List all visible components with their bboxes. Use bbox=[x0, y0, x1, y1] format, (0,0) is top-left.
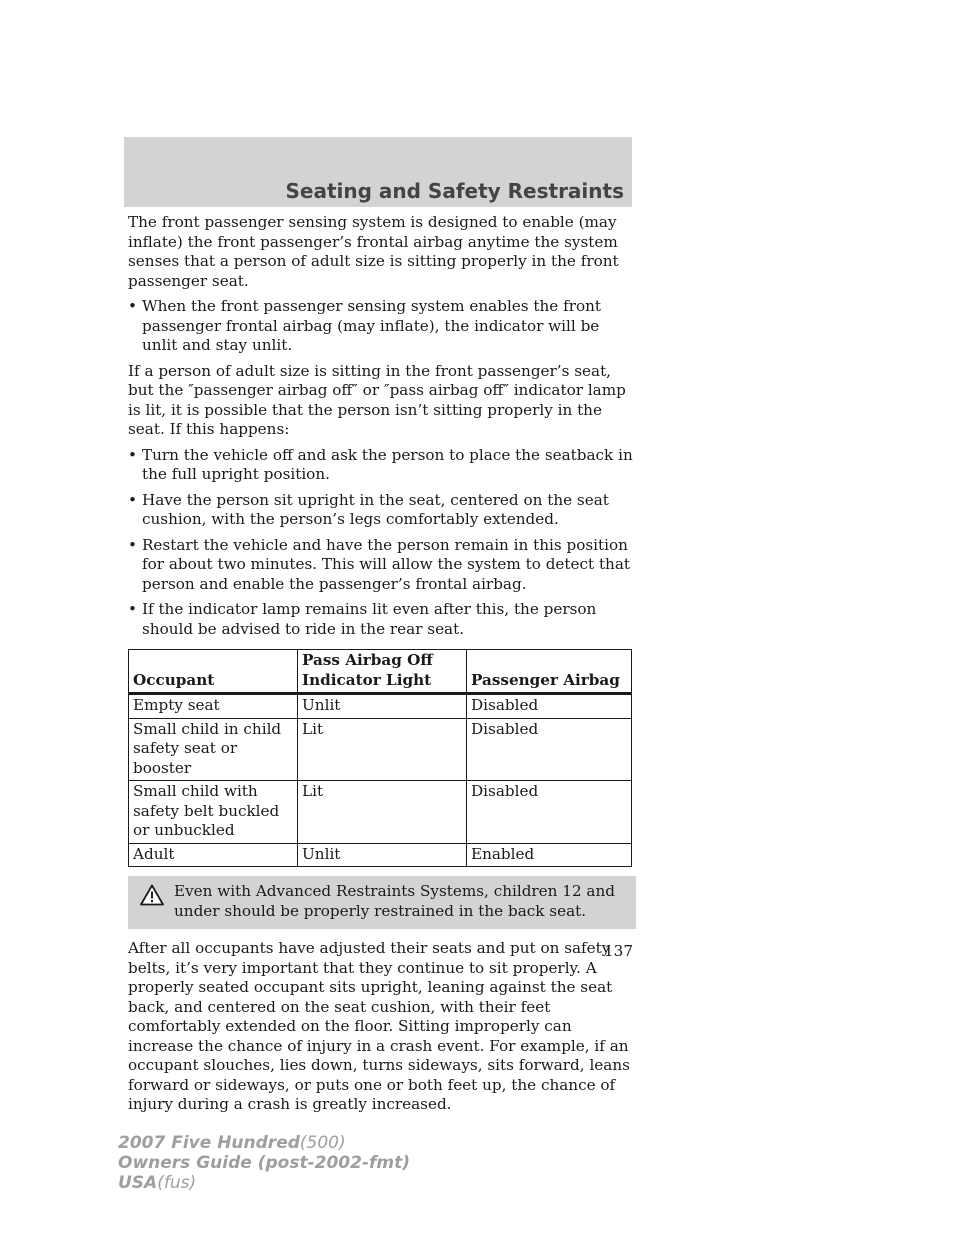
table-cell: Empty seat bbox=[129, 694, 298, 719]
page-content bbox=[128, 213, 636, 1121]
footer-market: USA bbox=[118, 1173, 158, 1193]
section-title: Seating and Safety Restraints bbox=[285, 179, 624, 203]
warning-box bbox=[128, 876, 636, 929]
footer-market-code: (fus) bbox=[157, 1173, 197, 1193]
table-cell: Unlit bbox=[298, 843, 467, 867]
table-header-row bbox=[129, 650, 632, 694]
table-cell: Enabled bbox=[467, 843, 632, 867]
footer-line-3 bbox=[118, 1173, 410, 1193]
indicator-bullet-list bbox=[128, 297, 636, 356]
table-cell: Adult bbox=[129, 843, 298, 867]
footer-line-1 bbox=[118, 1133, 410, 1153]
column-header-occupant: Occupant bbox=[129, 650, 298, 694]
list-item: • When the front passenger sensing system enables the front passenger frontal airbag (may inflate), the indicator will be unlit and stay unlit. bbox=[128, 297, 636, 356]
steps-bullet-list bbox=[128, 446, 636, 640]
table-cell: Unlit bbox=[298, 694, 467, 719]
footer-line-2 bbox=[118, 1153, 410, 1173]
airbag-status-table bbox=[128, 649, 632, 867]
table-row bbox=[129, 843, 632, 867]
footer-model-code: (500) bbox=[299, 1133, 346, 1153]
table-row bbox=[129, 781, 632, 844]
warning-text: Even with Advanced Restraints Systems, children 12 and under should be properly restrained in the back seat. bbox=[174, 882, 615, 920]
list-item: • Have the person sit upright in the seat, centered on the seat cushion, with the person’s legs comfortably extended. bbox=[128, 491, 636, 530]
lamp-lit-paragraph: If a person of adult size is sitting in the front passenger’s seat, but the ″passenger airbag off″ or ″pass airbag off″ indicator lamp is lit, it is possible that the person isn’t sitting properly in the seat. If this happens: bbox=[128, 361, 626, 438]
table-row bbox=[129, 718, 632, 781]
column-header-passenger-airbag: Passenger Airbag bbox=[467, 650, 632, 694]
footer-model: 2007 Five Hundred bbox=[118, 1133, 300, 1153]
warning-triangle-icon bbox=[140, 884, 164, 906]
list-item: • Turn the vehicle off and ask the person to place the seatback in the full upright position. bbox=[128, 446, 636, 485]
table-cell: Lit bbox=[298, 781, 467, 844]
table-row bbox=[129, 694, 632, 719]
table-cell: Disabled bbox=[467, 781, 632, 844]
table-cell: Small child in child safety seat or booster bbox=[129, 718, 298, 781]
list-item: • Restart the vehicle and have the person remain in this position for about two minutes. This will allow the system to detect that person and enable the passenger’s frontal airbag. bbox=[128, 536, 636, 595]
proper-seating-paragraph: After all occupants have adjusted their seats and put on safety belts, it’s very important that they continue to sit properly. A properly seated occupant sits upright, leaning against the seat back, and centered on the seat cushion, with their feet comfortably extended on the floor. Sitting improperly can increase the chance of injury in a crash event. For example, if an occupant slouches, lies down, turns sideways, sits forward, leans forward or sideways, or puts one or both feet up, the chance of injury during a crash is greatly increased. bbox=[128, 939, 630, 1113]
column-header-indicator-light: Pass Airbag Off Indicator Light bbox=[298, 650, 467, 694]
page-number: 137 bbox=[604, 942, 633, 960]
intro-paragraph: The front passenger sensing system is designed to enable (may inflate) the front passenger’s frontal airbag anytime the system senses that a person of adult size is sitting properly in the front passenger seat. bbox=[128, 213, 619, 290]
list-item: • If the indicator lamp remains lit even after this, the person should be advised to ride in the rear seat. bbox=[128, 600, 636, 639]
section-header-band bbox=[124, 137, 632, 207]
table-cell: Small child with safety belt buckled or unbuckled bbox=[129, 781, 298, 844]
footer-guide: Owners Guide (post-2002-fmt) bbox=[118, 1153, 411, 1173]
table-cell: Disabled bbox=[467, 718, 632, 781]
table-cell: Lit bbox=[298, 718, 467, 781]
document-footer bbox=[118, 1133, 410, 1193]
table-cell: Disabled bbox=[467, 694, 632, 719]
